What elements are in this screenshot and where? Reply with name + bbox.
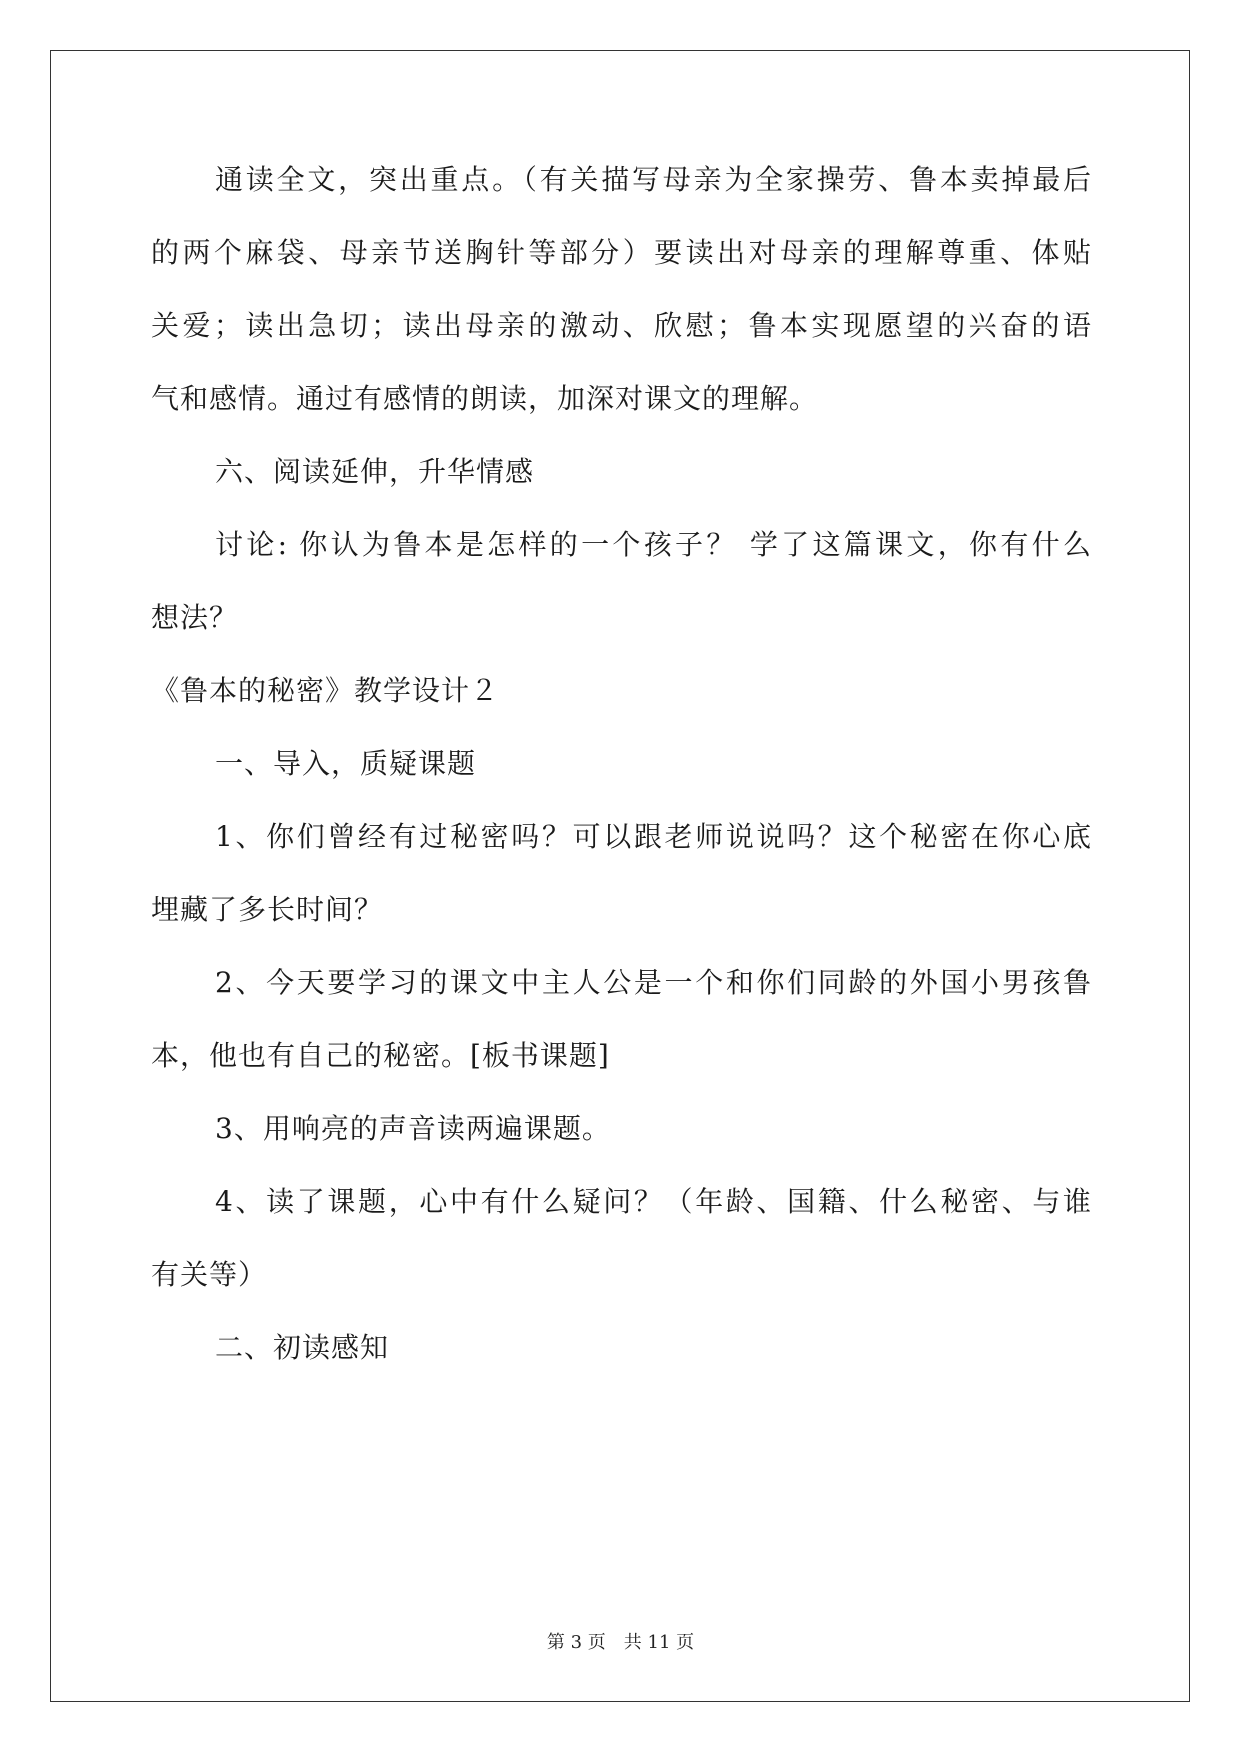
paragraph-line: 1、你们曾经有过秘密吗？可以跟老师说说吗？这个秘密在你心底 (215, 820, 1091, 853)
paragraph-line: 气和感情。通过有感情的朗读，加深对课文的理解。 (151, 382, 819, 415)
section-heading: 六、阅读延伸，升华情感 (215, 455, 535, 488)
document-title: 《鲁本的秘密》教学设计２ (151, 674, 500, 707)
paragraph-line: 讨论: 你认为鲁本是怎样的一个孩子？ 学了这篇课文，你有什么 (215, 528, 1091, 561)
section-heading: 一、导入，质疑课题 (215, 747, 477, 780)
page-number-footer: 第 3 页 共 11 页 (546, 1632, 695, 1653)
paragraph-line: 有关等） (151, 1258, 268, 1291)
paragraph-line: 关爱；读出急切；读出母亲的激动、欣慰；鲁本实现愿望的兴奋的语 (151, 309, 1091, 342)
paragraph-line: 3、用响亮的声音读两遍课题。 (215, 1112, 611, 1145)
paragraph-line: 本，他也有自己的秘密。[板书课题] (151, 1039, 610, 1072)
paragraph-line: 2、今天要学习的课文中主人公是一个和你们同龄的外国小男孩鲁 (215, 966, 1091, 999)
paragraph-line: 想法？ (151, 601, 239, 634)
page-frame (50, 50, 1190, 1702)
paragraph-line: 的两个麻袋、母亲节送胸针等部分）要读出对母亲的理解尊重、体贴 (151, 236, 1091, 269)
paragraph-line: 埋藏了多长时间？ (151, 893, 384, 926)
section-heading: 二、初读感知 (215, 1331, 390, 1364)
paragraph-line: 4、读了课题，心中有什么疑问？（年龄、国籍、什么秘密、与谁 (215, 1185, 1091, 1218)
paragraph-line: 通读全文，突出重点。（有关描写母亲为全家操劳、鲁本卖掉最后 (215, 163, 1091, 196)
